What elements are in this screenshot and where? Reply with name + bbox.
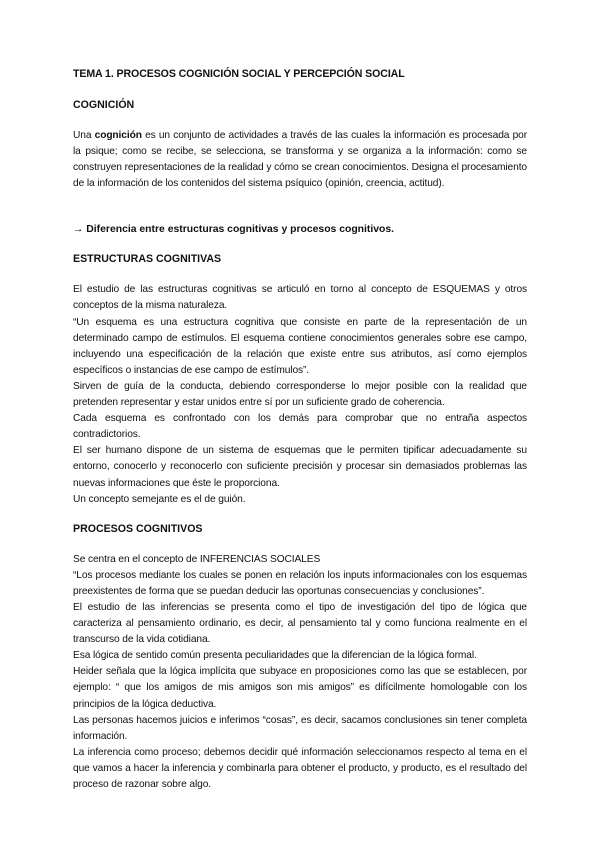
paragraph: El estudio de las inferencias se presenta como el tipo de investigación del tipo de lógica que caracteriza al pensamiento ordinario, es decir, al pensamiento tal y como funciona realmente en el transcurso de la vida cotidiana. <box>73 601 527 646</box>
paragraph: “Un esquema es una estructura cognitiva que consiste en parte de la representación de un determinado campo de estímulos. El esquema contiene conocimientos generales sobre ese campo, incluyendo una especificación de la relación que existe entre sus atributos, así como ejemplos específicos o instancias de ese campo de estímulos”. <box>73 316 527 376</box>
paragraph: La inferencia como proceso; debemos decidir qué información seleccionamos respecto al tema en el que vamos a hacer la inferencia y combinarla para obtener el producto, y producto, es el resultado del proceso de razonar sobre algo. <box>73 746 527 790</box>
paragraph: Un concepto semejante es el de guión. <box>73 493 246 505</box>
paragraph: Esa lógica de sentido común presenta peculiaridades que la diferencian de la lógica formal. <box>73 650 477 662</box>
difference-note: → Diferencia entre estructuras cognitivas y procesos cognitivos. <box>73 224 395 236</box>
paragraph: Cada esquema es confrontado con los demás para comprobar que no entraña aspectos contradictorios. <box>73 413 527 441</box>
section-body-procesos <box>73 552 527 793</box>
paragraph: El estudio de las estructuras cognitivas se articuló en torno al concepto de ESQUEMAS y otros conceptos de la misma naturaleza. <box>73 284 527 312</box>
paragraph: Las personas hacemos juicios e inferimos “cosas”, es decir, sacamos conclusiones sin tener completa información. <box>73 714 527 742</box>
paragraph: Heider señala que la lógica implícita que subyace en proposiciones como las que se establecen, por ejemplo: “ que los amigos de mis amigos son mis amigos” es difícilmente homologable con los principios de la lógica deductiva. <box>73 666 527 710</box>
bold-term: cognición <box>94 130 142 141</box>
paragraph: El ser humano dispone de un sistema de esquemas que le permiten tipificar adecuadamente su entorno, conocerlo y reconocerlo con suficiente precisión y procesar sin demasiados problemas las nuevas informaciones que éste le proporciona. <box>73 445 527 489</box>
section-heading-procesos: PROCESOS COGNITIVOS <box>73 522 203 535</box>
paragraph: Sirven de guía de la conducta, debiendo corresponderse lo mejor posible con la realidad que pretenden representar y estar unidos entre sí por un suficiente grado de coherencia. <box>73 380 527 409</box>
paragraph-text: es un conjunto de actividades a través de las cuales la información es procesada por la psique; como se recibe, se selecciona, se transforma y se organiza a la información: como se construyen representaciones de la realidad y cómo se crean conocimientos. Designa el procesamiento de la información de los contenidos del sistema psíquico (opinión, creencia, actitud). <box>73 130 527 190</box>
paragraph-cognicion <box>73 128 527 192</box>
paragraph: Se centra en el concepto de INFERENCIAS SOCIALES <box>73 553 321 565</box>
paragraph: “Los procesos mediante los cuales se ponen en relación los inputs informacionales con los esquemas preexistentes de forma que se puedan deducir las oportunas consecuencias y conclusiones”. <box>73 569 527 597</box>
section-heading-estructuras: ESTRUCTURAS COGNITIVAS <box>73 253 222 266</box>
paragraph-text: Una <box>73 130 95 141</box>
section-heading-cognicion: COGNICIÓN <box>73 99 135 111</box>
page-title: TEMA 1. PROCESOS COGNICIÓN SOCIAL Y PERCEPCIÓN SOCIAL <box>73 68 405 80</box>
section-body-estructuras <box>73 282 527 507</box>
